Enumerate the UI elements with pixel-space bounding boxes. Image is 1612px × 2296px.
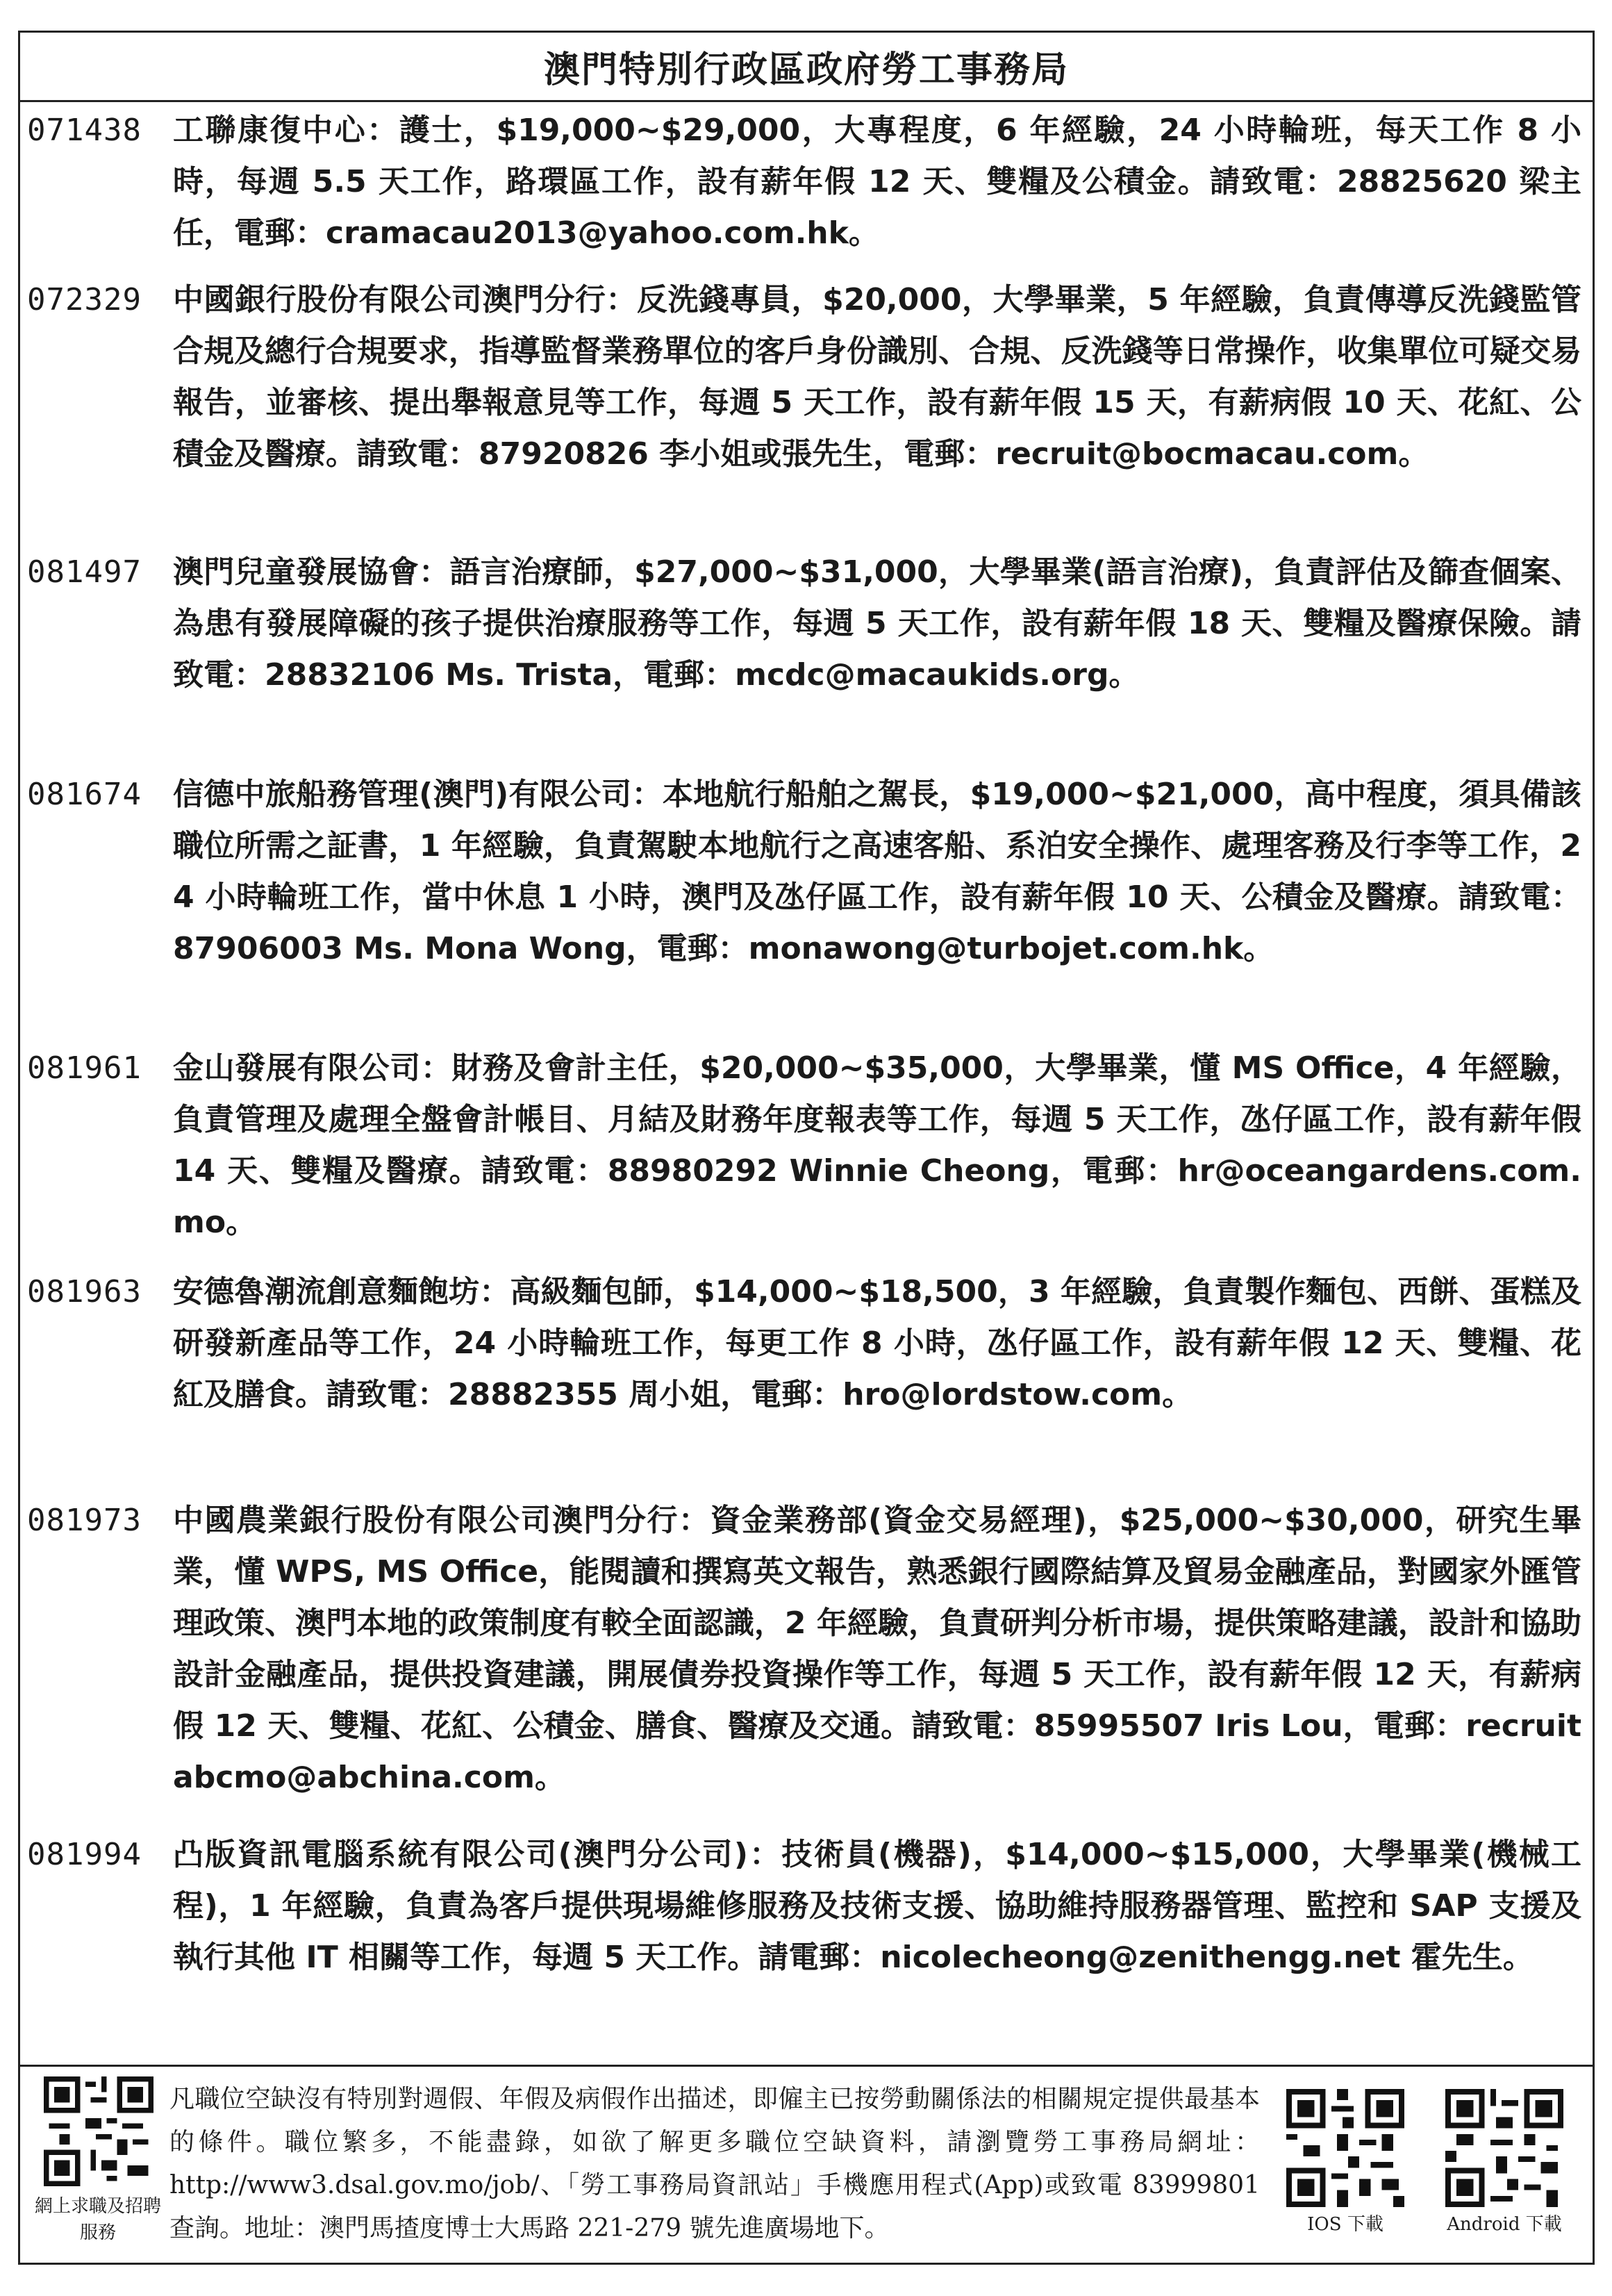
job-id: 081961: [27, 1050, 142, 1086]
footer: [20, 2065, 1593, 2263]
job-description: 信德中旅船務管理(澳門)有限公司：本地航行船舶之駕長，$19,000~$21,000，高中程度，須具備該職位所需之証書，1 年經驗，負責駕駛本地航行之高速客船、系泊安全操作、處理客務及行李等工作，24 小時輪班工作，當中休息 1 小時，澳門及氹仔區工作，設有薪年假 10 天、公積金及醫療。請致電：87906003 Ms. Mona Wong，電郵：monawong@turbojet.com.hk。: [173, 777, 1581, 966]
job-description: 金山發展有限公司：財務及會計主任，$20,000~$35,000，大學畢業，懂 MS Office，4 年經驗，負責管理及處理全盤會計帳目、月結及財務年度報表等工作，每週 5 天工作，氹仔區工作，設有薪年假 14 天、雙糧及醫療。請致電：88980292 Winnie Cheong，電郵：hr@oceangardens.com.mo。: [173, 1050, 1581, 1240]
job-id: 081497: [27, 554, 142, 590]
job-id: 072329: [27, 282, 142, 317]
job-description: 中國銀行股份有限公司澳門分行：反洗錢專員，$20,000，大學畢業，5 年經驗，負責傳導反洗錢監管合規及總行合規要求，指導監督業務單位的客戶身份識別、合規、反洗錢等日常操作，收集單位可疑交易報告，並審核、提出舉報意見等工作，每週 5 天工作，設有薪年假 15 天，有薪病假 10 天、花紅、公積金及醫療。請致電：87920826 李小姐或張先生，電郵：recruit@bocmacau.com。: [173, 282, 1581, 472]
qr-code-ios-icon[interactable]: [1286, 2089, 1404, 2207]
job-list: [20, 102, 1593, 2065]
qr-caption-ios: IOS 下載: [1307, 2214, 1384, 2235]
job-id: 081674: [27, 777, 142, 812]
job-id: 081973: [27, 1503, 142, 1538]
job-description: 工聯康復中心：護士，$19,000~$29,000，大專程度，6 年經驗，24 小時輪班，每天工作 8 小時，每週 5.5 天工作，路環區工作，設有薪年假 12 天、雙糧及公積金。請致電：28825620 梁主任，電郵：cramacau2013@yahoo.com.hk。: [173, 113, 1581, 251]
qr-code-android-icon[interactable]: [1445, 2089, 1563, 2207]
page-title: 澳門特別行政區政府勞工事務局: [20, 33, 1593, 102]
job-id: 081994: [27, 1837, 142, 1872]
job-id: 071438: [27, 113, 142, 148]
job-description: 安德魯潮流創意麵飽坊：高級麵包師，$14,000~$18,500，3 年經驗，負責製作麵包、西餅、蛋糕及研發新產品等工作，24 小時輪班工作，每更工作 8 小時，氹仔區工作，設有薪年假 12 天、雙糧、花紅及膳食。請致電：28882355 周小姐，電郵：hro@lordstow.com。: [173, 1274, 1581, 1412]
job-id: 081963: [27, 1274, 142, 1310]
qr-caption-android: Android 下載: [1447, 2214, 1562, 2235]
notice-text: 凡職位空缺沒有特別對週假、年假及病假作出描述，即僱主已按勞動關係法的相關規定提供最基本的條件。職位繁多，不能盡錄，如欲了解更多職位空缺資料，請瀏覽勞工事務局網址：http://www3.dsal.gov.mo/job/、「勞工事務局資訊站」手機應用程式(App)或致電 83999801 查詢。地址：澳門馬揸度博士大馬路 221-279 號先進廣場地下。: [169, 2085, 1260, 2243]
qr-caption-online-services: 網上求職及招聘服務: [34, 2196, 161, 2243]
qr-code-icon[interactable]: [44, 2076, 153, 2186]
job-description: 澳門兒童發展協會：語言治療師，$27,000~$31,000，大學畢業(語言治療)，負責評估及篩查個案、為患有發展障礙的孩子提供治療服務等工作，每週 5 天工作，設有薪年假 18 天、雙糧及醫療保險。請致電：28832106 Ms. Trista，電郵：mcdc@macaukids.org。: [173, 554, 1581, 693]
job-description: 中國農業銀行股份有限公司澳門分行：資金業務部(資金交易經理)，$25,000~$30,000，研究生畢業，懂 WPS, MS Office，能閱讀和撰寫英文報告，熟悉銀行國際結算及貿易金融產品，對國家外匯管理政策、澳門本地的政策制度有較全面認識，2 年經驗，負責研判分析市場，提供策略建議，設計和協助設計金融產品，提供投資建議，開展債券投資操作等工作，每週 5 天工作，設有薪年假 12 天，有薪病假 12 天、雙糧、花紅、公積金、膳食、醫療及交通。請致電：85995507 Iris Lou，電郵：recruitabcmo@abchina.com。: [173, 1503, 1581, 1795]
job-description: 凸版資訊電腦系統有限公司(澳門分公司)：技術員(機器)，$14,000~$15,000，大學畢業(機械工程)，1 年經驗，負責為客戶提供現場維修服務及技術支援、協助維持服務器管理、監控和 SAP 支援及執行其他 IT 相關等工作，每週 5 天工作。請電郵：nicolecheong@zenithengg.net 霍先生。: [173, 1837, 1581, 1975]
job-listing-sheet: [18, 31, 1595, 2265]
